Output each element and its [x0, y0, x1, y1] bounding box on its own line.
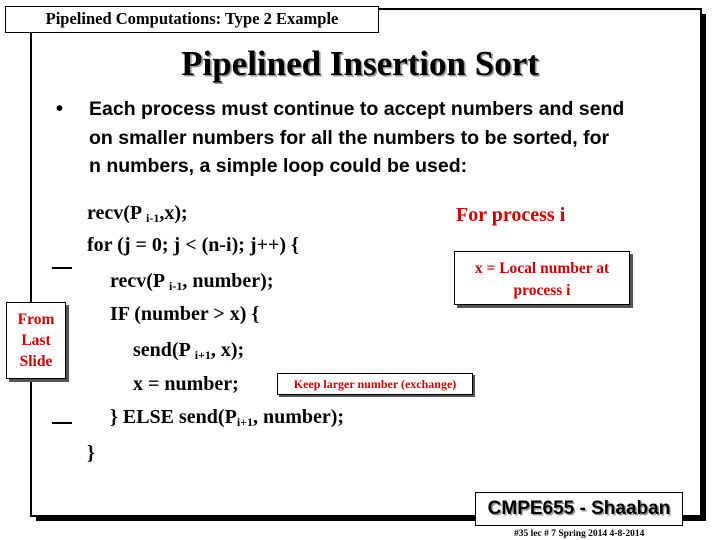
from-line-3: Slide	[19, 353, 53, 370]
code-line-7-sub: i+1	[236, 415, 253, 429]
frame-shadow-right	[702, 14, 706, 521]
code-line-4: IF (number > x) {	[110, 303, 260, 325]
bullet-line-1: Each process must continue to accept numbers and send	[89, 98, 625, 120]
code-line-7-a: } ELSE send(P	[110, 406, 237, 428]
bullet-line-2: on smaller numbers for all the numbers to be sorted, for	[89, 126, 610, 149]
code-line-3-b: , number);	[182, 270, 274, 292]
code-line-7	[110, 405, 344, 429]
note-line-1: x = Local number at	[474, 260, 610, 277]
process-label: For process i	[456, 204, 566, 226]
code-line-1-a: recv(P	[87, 202, 147, 224]
code-line-5-sub: i+1	[194, 348, 211, 362]
code-line-3-a: recv(P	[110, 270, 170, 292]
code-line-1-sub: i-1	[146, 211, 160, 225]
code-line-6: x = number;	[133, 373, 239, 395]
keep-larger-note: Keep larger number (exchange)	[277, 373, 473, 395]
code-line-1	[87, 201, 188, 225]
code-line-5	[133, 338, 244, 362]
code-line-8: }	[87, 442, 95, 464]
bullet-line-3: n numbers, a simple loop could be used:	[89, 155, 468, 177]
code-line-2: for (j = 0; j < (n-i); j++) {	[87, 234, 299, 256]
code-line-3	[110, 269, 274, 293]
slide-title: Pipelined Insertion Sort	[181, 44, 539, 83]
bracket-bottom-line	[52, 422, 72, 424]
bullet-dot-icon: •	[56, 98, 64, 120]
bracket-top-line	[52, 267, 72, 269]
from-line-1: From	[17, 311, 55, 328]
course-badge: CMPE655 - Shaaban	[475, 492, 683, 526]
from-line-2: Last	[21, 332, 51, 349]
note-line-2: process i	[513, 282, 571, 299]
from-last-slide-note	[6, 302, 66, 379]
code-line-1-b: ,x);	[159, 202, 188, 224]
footer-meta: #35 lec # 7 Spring 2014 4-8-2014	[514, 529, 645, 539]
code-line-7-b: , number);	[252, 406, 345, 428]
bullet-text	[89, 95, 689, 181]
code-line-3-sub: i-1	[169, 279, 183, 293]
code-line-5-b: , x);	[210, 339, 245, 361]
code-line-5-a: send(P	[133, 339, 195, 361]
header-label: Pipelined Computations: Type 2 Example	[5, 6, 379, 33]
local-number-note	[454, 251, 630, 305]
